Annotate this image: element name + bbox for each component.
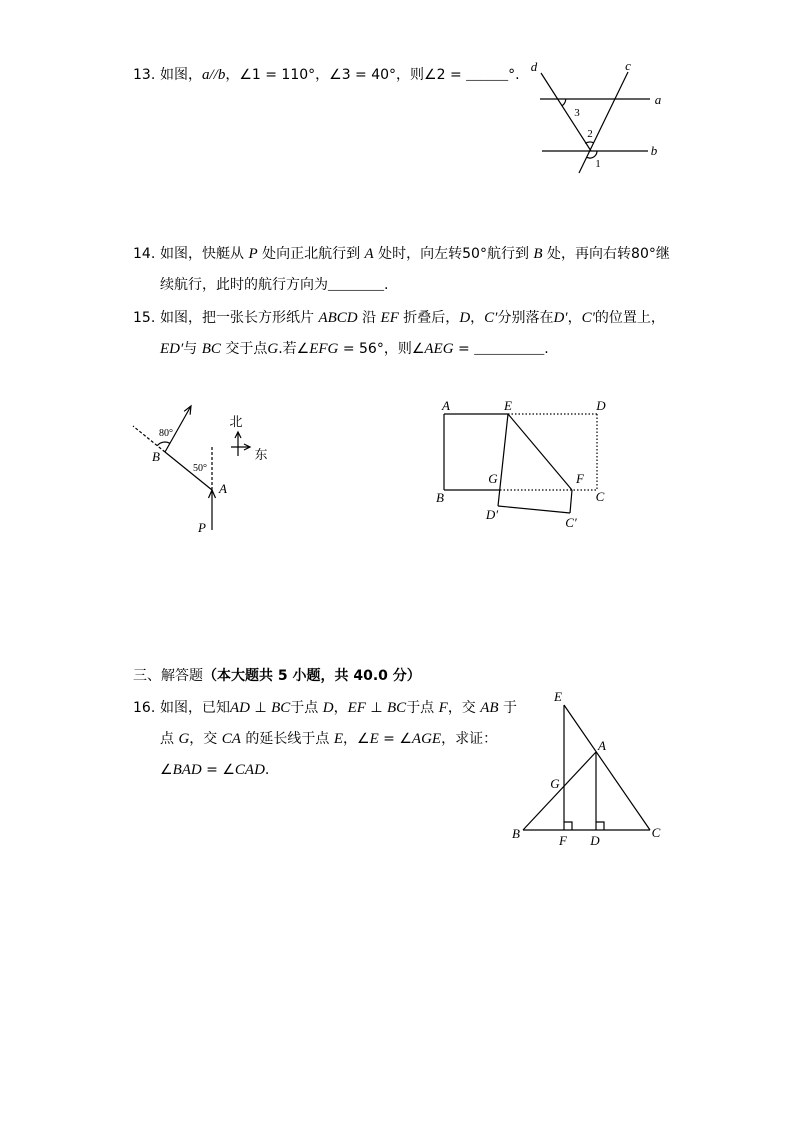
math-var: BC — [271, 700, 291, 716]
label-f: F — [559, 833, 567, 848]
question-number-13: 13. — [133, 67, 156, 83]
compass-north-arrowhead — [235, 432, 241, 438]
text-run: 点 — [160, 731, 179, 747]
text-run: 如图，已知 — [160, 700, 230, 716]
text-run: 于点 — [406, 700, 439, 716]
math-var: EF — [347, 700, 366, 716]
text-run: ⊥ — [365, 700, 388, 716]
text-run: ， — [470, 310, 485, 326]
angle-3-arc — [562, 99, 566, 106]
label-a: A — [219, 481, 227, 496]
math-var: CAD — [234, 762, 265, 778]
fold-line-ef — [508, 414, 572, 490]
text-run: 于 — [498, 700, 518, 716]
label-a: A — [442, 398, 450, 413]
text-run: ，交 — [447, 700, 481, 716]
text-run: ，求证： — [441, 731, 498, 747]
label-c-prime: C′ — [565, 515, 577, 530]
text-run: 处向正北航行到 — [257, 246, 365, 262]
label-b: B — [436, 490, 444, 505]
q14-stem-line-1 — [160, 245, 670, 263]
answer-blank: ______ — [466, 68, 509, 83]
right-angle-f — [564, 822, 572, 830]
math-var: D — [322, 700, 334, 716]
line-c — [579, 72, 628, 173]
segment-ec — [564, 705, 650, 830]
math-var: AD — [230, 700, 250, 716]
label-angle-1: 1 — [595, 158, 601, 170]
compass-east-arrowhead — [244, 444, 250, 450]
segment-ba — [523, 752, 596, 830]
q14-stem-line-2 — [160, 276, 388, 295]
label-c: C — [651, 825, 661, 840]
angle-80-arc — [157, 442, 170, 446]
label-north: 北 — [229, 415, 243, 430]
label-angle-3: 3 — [574, 107, 580, 119]
label-angle-50: 50° — [193, 463, 207, 474]
math-var: P — [248, 246, 258, 262]
label-e: E — [504, 398, 512, 413]
label-d: D — [590, 833, 600, 848]
answer-blank: ________ — [328, 278, 384, 293]
arrowhead-final — [184, 406, 191, 415]
label-c: c — [625, 58, 631, 73]
question-number-14: 14. — [133, 246, 156, 262]
math-var: F — [438, 700, 448, 716]
label-angle-80: 80° — [159, 428, 173, 439]
text-run: ，∠1 = 110°，∠3 = 40°，则∠2 = — [225, 67, 467, 83]
text-run: 处，再向右转80°继 — [542, 246, 670, 262]
math-var: EF — [380, 310, 399, 326]
label-b: B — [152, 449, 160, 464]
label-d: D — [596, 398, 606, 413]
text-run: .若∠ — [278, 341, 310, 357]
math-var: B — [533, 246, 543, 262]
math-var: BAD — [172, 762, 202, 778]
math-var: C′ — [484, 310, 498, 326]
q16-stem-line-2 — [160, 730, 497, 748]
label-p: P — [198, 520, 206, 535]
text-run: 如图，把一张长方形纸片 — [160, 310, 319, 326]
figure-q14-boat-route — [133, 406, 268, 535]
text-run: = 56°，则∠ — [338, 341, 425, 357]
text-run: 与 — [183, 341, 202, 357]
math-var: G — [267, 341, 279, 357]
text-run: = — [453, 341, 475, 357]
q15-stem-line-1 — [160, 309, 665, 327]
q13-stem-line-1 — [160, 66, 520, 85]
math-var: E — [333, 731, 343, 747]
text-run: 处时，向左转50°航行到 — [373, 246, 534, 262]
text-run: 如图， — [160, 67, 202, 83]
label-a: a — [654, 92, 662, 107]
text-run: °. — [508, 67, 520, 83]
section-heading — [133, 667, 421, 685]
text-run: 的位置上， — [594, 310, 665, 326]
question-number-15: 15. — [133, 310, 156, 326]
text-run: 如图，快艇从 — [160, 246, 249, 262]
angle-1-arc — [587, 151, 597, 158]
math-var: ED′ — [160, 341, 184, 357]
label-angle-2: 2 — [587, 128, 593, 140]
label-e: E — [554, 689, 562, 704]
math-var: EFG — [309, 341, 339, 357]
label-east: 东 — [254, 448, 268, 463]
q16-stem-line-3 — [160, 761, 269, 779]
edge-ed-prime — [498, 414, 508, 506]
math-var: D — [459, 310, 471, 326]
extension-dashed — [133, 426, 165, 452]
route-after-b — [165, 406, 191, 452]
text-run: = ∠ — [201, 762, 235, 778]
text-run: . — [384, 277, 389, 293]
figure-q15-folded-rectangle — [436, 398, 606, 530]
math-var: BC — [387, 700, 407, 716]
label-d: d — [530, 59, 538, 74]
math-var: E — [369, 731, 379, 747]
math-var: a//b — [202, 67, 226, 83]
label-g: G — [550, 776, 560, 791]
line-d — [541, 73, 591, 151]
text-run: 折叠后， — [398, 310, 460, 326]
math-var: ABCD — [318, 310, 358, 326]
math-var: BC — [201, 341, 221, 357]
text-run: ⊥ — [250, 700, 272, 716]
math-var: AEG — [424, 341, 454, 357]
q15-stem-line-2 — [160, 340, 549, 359]
text-run: 于点 — [290, 700, 323, 716]
section-note: （本大题共 5 小题，共 40.0 分） — [203, 668, 421, 684]
text-run: 续航行，此时的航行方向为 — [160, 277, 328, 293]
math-var: CA — [221, 731, 241, 747]
text-run: 分别落在 — [497, 310, 554, 326]
math-var: G — [178, 731, 190, 747]
section-title: 三、解答题 — [133, 668, 203, 684]
text-run: ，交 — [189, 731, 222, 747]
text-run: ∠ — [160, 762, 173, 778]
math-var: D′ — [553, 310, 568, 326]
text-run: . — [264, 762, 270, 778]
label-c: C — [595, 489, 605, 504]
math-var: AGE — [411, 731, 442, 747]
answer-blank: __________ — [474, 342, 545, 357]
text-run: 沿 — [357, 310, 381, 326]
text-run: 交于点 — [220, 341, 268, 357]
math-var: A — [364, 246, 374, 262]
angle-2-arc — [585, 142, 594, 143]
edge-c-prime-f — [570, 490, 572, 513]
edge-d-prime-c-prime — [498, 506, 570, 513]
math-var: AB — [480, 700, 499, 716]
text-run: ，∠ — [343, 731, 370, 747]
label-f: F — [576, 471, 584, 486]
text-run: = ∠ — [378, 731, 412, 747]
right-angle-d — [596, 822, 604, 830]
q16-stem-line-1 — [160, 699, 517, 717]
route-a-to-b — [165, 452, 212, 490]
text-run: ， — [333, 700, 348, 716]
text-run: 的延长线于点 — [240, 731, 334, 747]
figure-q16-triangle — [512, 689, 661, 848]
arrowhead-a — [209, 490, 216, 498]
figure-q13-parallel-lines — [531, 58, 662, 173]
text-run: . — [544, 341, 549, 357]
math-var: C′ — [581, 310, 595, 326]
label-a: A — [598, 738, 606, 753]
label-b: B — [512, 826, 520, 841]
label-b: b — [650, 143, 658, 158]
label-d-prime: D′ — [485, 507, 499, 522]
label-g: G — [488, 471, 498, 486]
text-run: ， — [567, 310, 582, 326]
question-number-16: 16. — [133, 700, 156, 716]
